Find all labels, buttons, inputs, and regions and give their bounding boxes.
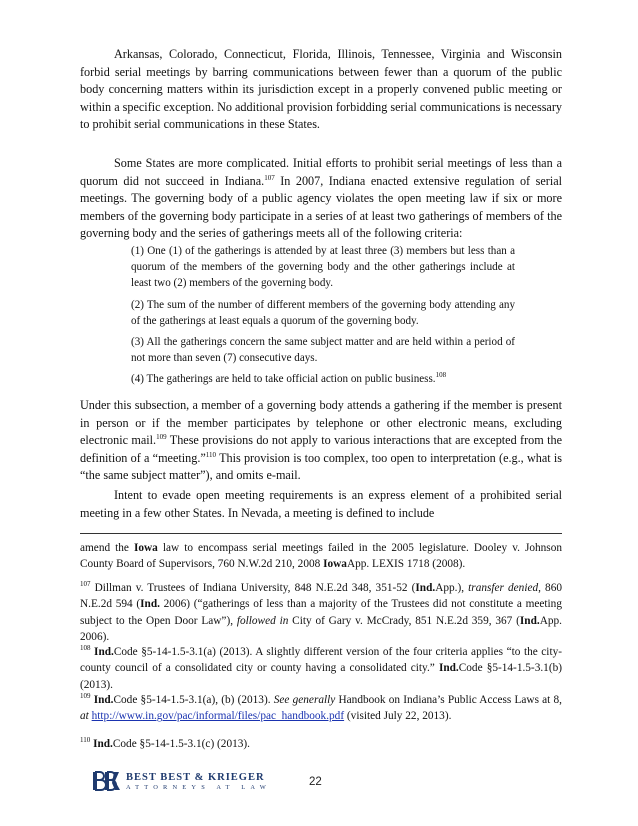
footnote-107: $^{107}$ Dillman v. Trustees of Indiana University, 848 N.E.2d 348, 351-52 (Ind.App.), transfer denied, 860 N.E.2d 594 (Ind. 2006) (“gatherings of less than a majority of the Trustees did not constitute a meeting subject to the Open Door Law”), followed in City of Gary v. McCrady, 851 N.E.2d 359, 367 (Ind.App. 2006). [80,580,562,644]
firm-logo [92,770,271,792]
p3-text-b: These provisions do not apply to various interactions that are excepted from the definition of a “meeting.” [80,433,562,465]
bbk-monogram-icon [92,770,120,792]
criterion-4: (4) The gatherings are held to take official action on public business.$^{108}$ [131,371,447,386]
body-paragraph-1: Arkansas, Colorado, Connecticut, Florida, Illinois, Tennessee, Virginia and Wisconsin forbid serial meetings by barring communications between fewer than a quorum of the public body concerning matters within its jurisdiction except in a properly convened public meeting or within a specific exception. No additional provision forbidding serial communications is necessary to prohibit serial communications in these States. [80,47,562,132]
footnote-number: 107 [80,580,91,588]
p2-text-a: Some States are more complicated. Initial efforts to prohibit serial meetings of less than a quorum did not succeed in Indiana. [80,156,562,188]
criterion-2: (2) The sum of the number of different members of the governing body attending any of the gatherings at least equals a quorum of the governing body. [131,298,515,327]
body-paragraph-3 [80,397,562,485]
page-number: 22 [309,776,322,788]
footnote-number: 108 [80,644,91,652]
footnote-ref-107[interactable]: 107 [264,173,275,182]
p3-text-a: Under this subsection, a member of a governing body attends a gathering if the member is present in person or if the member participates by telephone or other electronic means, excluding electronic mail. [80,398,562,448]
footnote-continuation: amend the Iowa law to encompass serial meetings failed in the 2005 legislature. Dooley v. Johnson County Board of Supervisors, 760 N.W.2d 210, 2008 IowaApp. LEXIS 1718 (2008). [80,542,562,571]
firm-tagline: ATTORNEYS AT LAW [126,783,271,791]
footnote-number: 109 [80,692,91,700]
footnote-109: $^{109}$ Ind.Code §5-14-1.5-3.1(a), (b) (2013). See generally Handbook on Indiana’s Public Access Laws at 8, at http://www.in.gov/pac/informal/files/pac_handbook.pdf (visited July 22, 2013). [80,692,562,723]
p2-text-b: In 2007, Indiana enacted extensive regulation of serial meetings. The governing body of a public agency violates the open meeting law if six or more members of the governing body participate in a series of at least two gatherings of members of the governing body and the series of gatherings meets all of the following criteria: [80,173,563,241]
footnote-ref-110[interactable]: 110 [205,450,217,459]
body-paragraph-2 [80,155,562,243]
footnote-108: $^{108}$ Ind.Code §5-14-1.5-3.1(a) (2013). A slightly different version of the four criteria applies “to the city-county council of a consolidated city or county having a consolidated city.” Ind.Code §5-14-1.5-3.1(b) (2013). [80,644,562,691]
body-paragraph-4: Intent to evade open meeting requirements is an express element of a prohibited serial meeting in a few other States. In Nevada, a meeting is defined to include [80,488,562,520]
footnote-number: 110 [80,736,91,744]
p3-text-c: This provision is too complex, too open to interpretation (e.g., what is “the same subject matter”), and omits e-mail. [80,450,563,483]
footnote-110: $^{110}$ Ind.Code §5-14-1.5-3.1(c) (2013). [80,736,250,750]
criterion-3: (3) All the gatherings concern the same subject matter and are held within a period of not more than seven (7) consecutive days. [131,336,515,365]
block-quote [131,243,515,388]
handbook-link[interactable]: http://www.in.gov/pac/informal/files/pac_handbook.pdf [91,710,345,723]
footnote-separator [80,533,562,534]
criterion-1: (1) One (1) of the gatherings is attended by at least three (3) members but less than a quorum of the members of the governing body and the other gatherings include at least two (2) members of the governing body. [131,245,515,290]
footnote-ref-108[interactable]: 108 [435,371,447,380]
footnote-ref-109[interactable]: 109 [156,433,167,442]
firm-name: BEST BEST & KRIEGER [126,771,265,783]
